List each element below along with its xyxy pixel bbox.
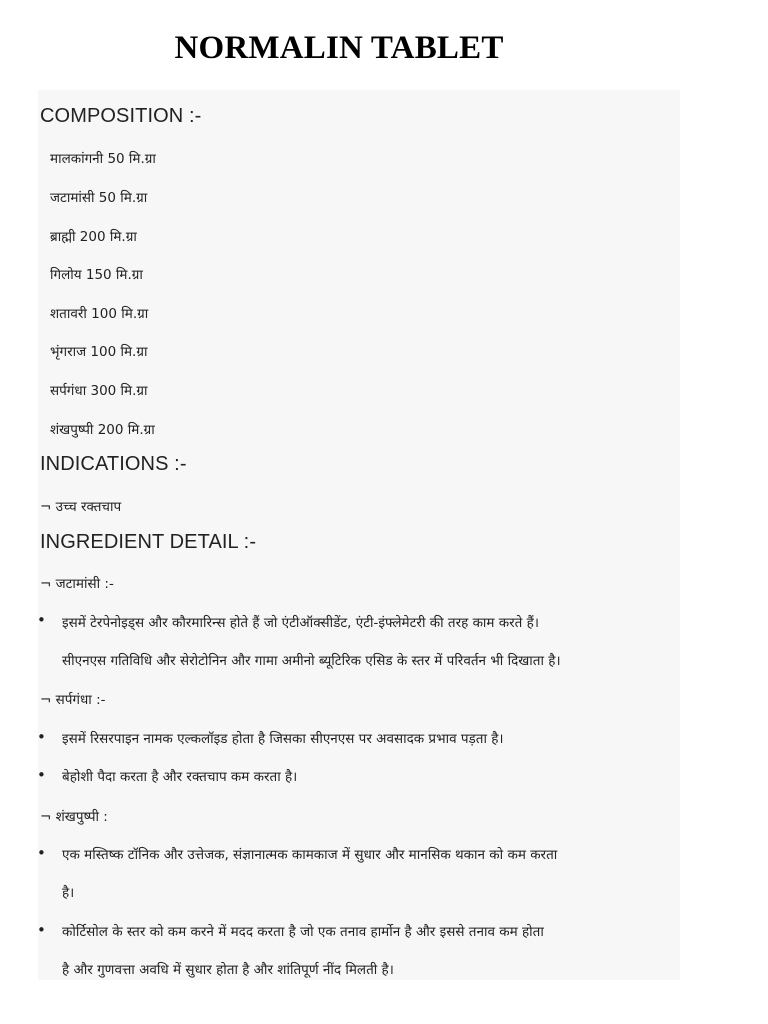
composition-item: जटामांसी 50 मि.ग्रा [50,190,148,206]
bullet-text-continued: है और गुणवत्ता अवधि में सुधार होता है और शांतिपूर्ण नींद मिलती है। [62,962,394,978]
composition-item: मालकांगनी 50 मि.ग्रा [50,151,156,167]
bullet-icon: • [37,766,46,784]
page-title: NORMALIN TABLET [174,30,504,66]
bullet-text: इसमें टेरपेनोइड्स और कौरमारिन्स होते हैं जो एंटीऑक्सीडेंट, एंटी-इंफ्लेमेटरी की तरह काम करते हैं। [62,615,539,631]
bullet-icon: • [37,844,46,862]
indications-heading: INDICATIONS :- [40,453,187,475]
composition-item: भृंगराज 100 मि.ग्रा [50,344,148,360]
composition-item: ब्राह्मी 200 मि.ग्रा [50,229,137,245]
composition-item: गिलोय 150 मि.ग्रा [50,267,143,283]
composition-item: सर्पगंधा 300 मि.ग्रा [50,383,148,399]
bullet-icon: • [37,611,46,629]
ingredient-name: ¬ शंखपुष्पी : [40,809,108,825]
indication-item: ¬ उच्च रक्तचाप [40,499,122,515]
bullet-text-continued: सीएनएस गतिविधि और सेरोटोनिन और गामा अमीनो ब्यूटिरिक एसिड के स्तर में परिवर्तन भी दिखाता है। [62,653,561,669]
composition-heading: COMPOSITION :- [40,105,202,127]
composition-item: शतावरी 100 मि.ग्रा [50,306,149,322]
composition-item: शंखपुष्पी 200 मि.ग्रा [50,422,155,438]
bullet-text: एक मस्तिष्क टॉनिक और उत्तेजक, संज्ञानात्मक कामकाज में सुधार और मानसिक थकान को कम करता [62,847,558,863]
bullet-icon: • [37,728,46,746]
bullet-text-continued: है। [62,885,75,901]
bullet-text: इसमें रिसरपाइन नामक एल्कलॉइड होता है जिसका सीएनएस पर अवसादक प्रभाव पड़ता है। [62,731,504,747]
ingredient-detail-heading: INGREDIENT DETAIL :- [40,531,257,553]
ingredient-name: ¬ सर्पगंधा :- [40,692,106,708]
bullet-icon: • [37,921,46,939]
bullet-text: कोर्टिसोल के स्तर को कम करने में मदद करता है जो एक तनाव हार्मोन है और इससे तनाव कम होता [62,924,544,940]
ingredient-name: ¬ जटामांसी :- [40,576,114,592]
bullet-text: बेहोशी पैदा करता है और रक्तचाप कम करता है। [62,769,298,785]
